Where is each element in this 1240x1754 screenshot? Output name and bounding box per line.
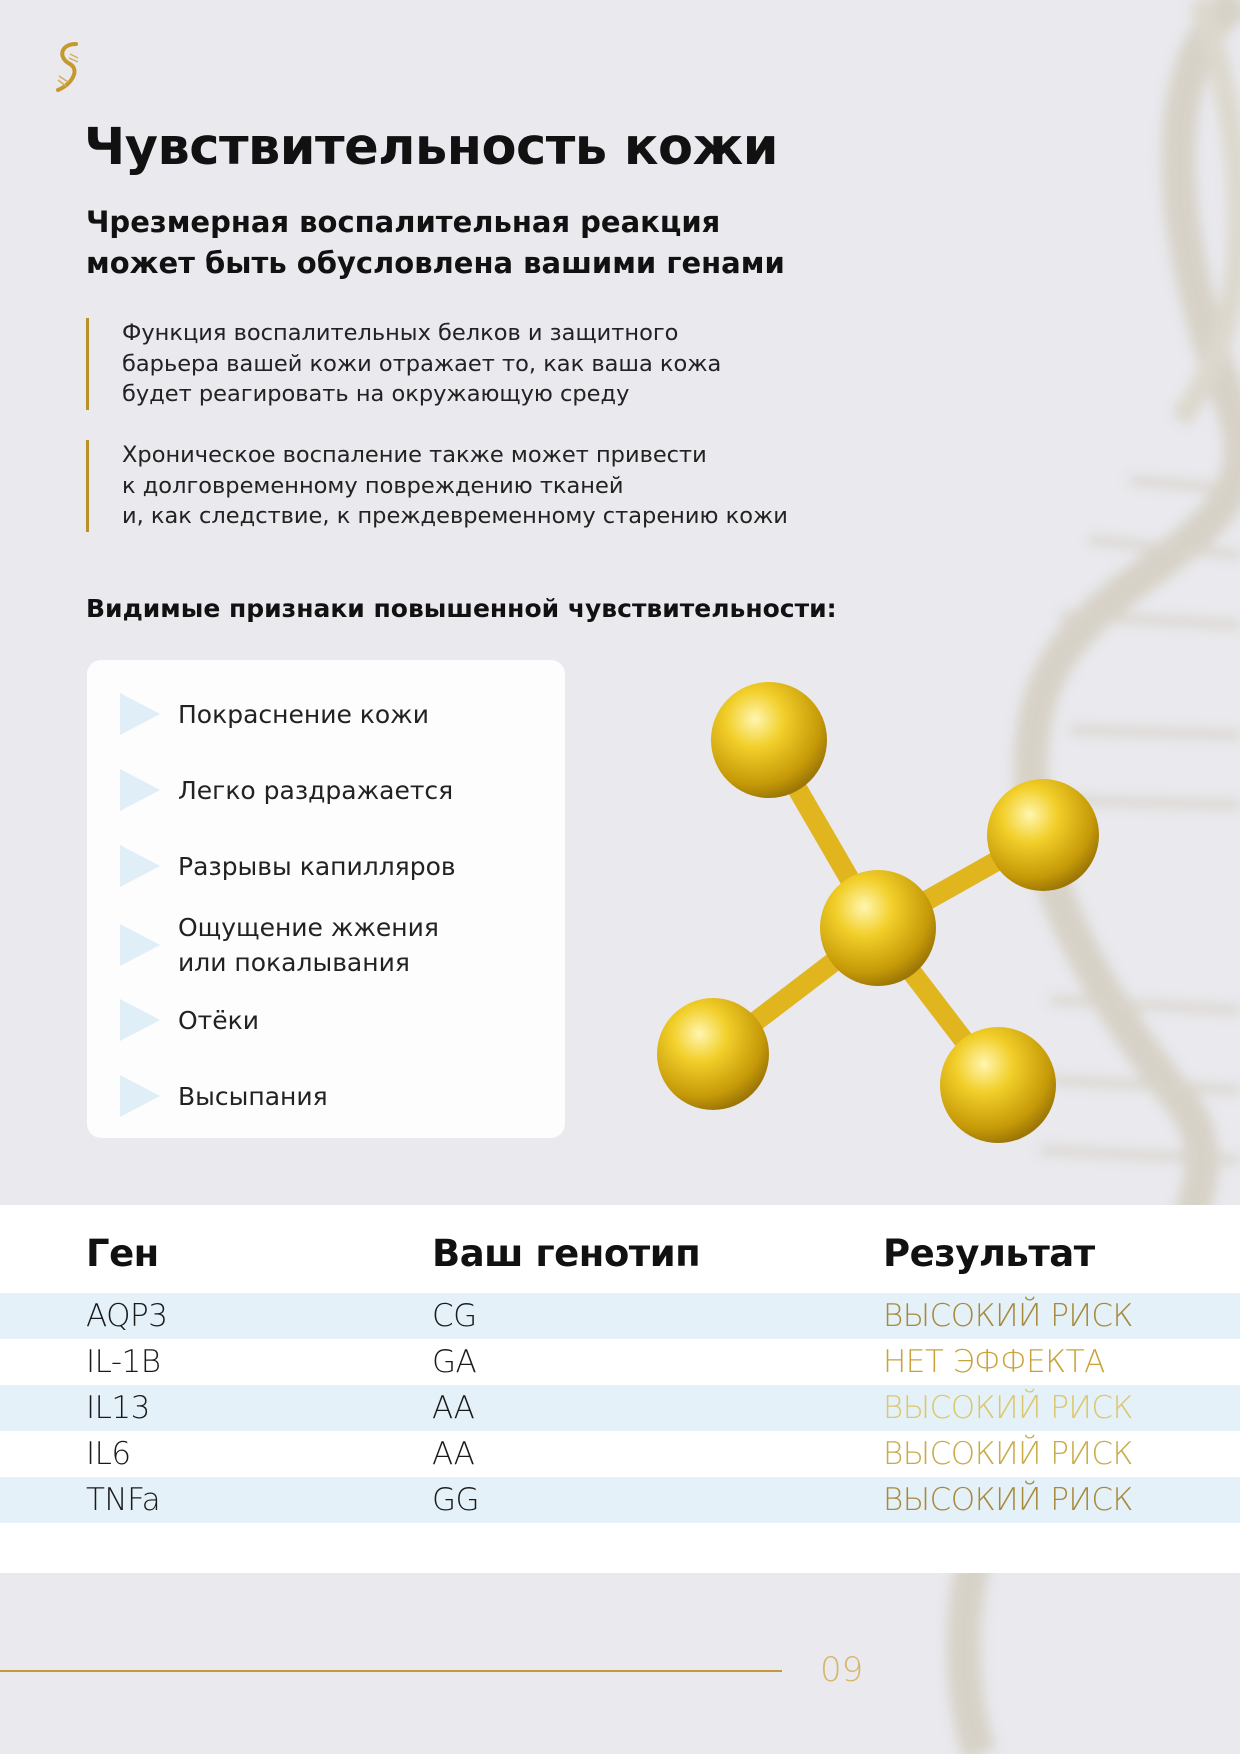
sign-label: Легко раздражается (178, 775, 454, 805)
result-cell: ВЫСОКИЙ РИСК (883, 1390, 1133, 1426)
gene-cell: AQP3 (86, 1298, 168, 1334)
page-title: Чувствительность кожи (84, 118, 778, 177)
molecule-illustration (640, 660, 1120, 1160)
sign-item (120, 845, 456, 887)
signs-heading: Видимые признаки повышенной чувствительности: (86, 594, 837, 623)
triangle-bullet-icon (120, 1075, 160, 1117)
page-number: 09 (820, 1650, 864, 1690)
gene-cell: IL13 (86, 1390, 150, 1426)
sign-label: Покраснение кожи (178, 699, 429, 729)
result-cell: ВЫСОКИЙ РИСК (883, 1436, 1133, 1472)
sign-label: Отёки (178, 1005, 259, 1035)
sign-label (178, 910, 439, 980)
table-row (0, 1477, 1240, 1523)
page-subtitle (86, 202, 785, 284)
paragraph-line: Хроническое воспаление также может привести (122, 442, 707, 468)
paragraph-line: к долговременному повреждению тканей (122, 472, 624, 499)
genotype-table (0, 1205, 1240, 1573)
subtitle-line: Чрезмерная воспалительная реакция (86, 205, 721, 239)
paragraph-line: будет реагировать на окружающую среду (122, 381, 630, 407)
footer-divider (0, 1670, 782, 1672)
table-row (0, 1385, 1240, 1431)
paragraph-line: Функция воспалительных белков и защитного (122, 320, 679, 346)
table-row (0, 1431, 1240, 1477)
column-header-result: Результат (883, 1232, 1095, 1275)
gene-cell: IL6 (86, 1436, 131, 1472)
result-cell: ВЫСОКИЙ РИСК (883, 1298, 1133, 1334)
column-header-gene: Ген (86, 1232, 159, 1275)
triangle-bullet-icon (120, 845, 160, 887)
triangle-bullet-icon (120, 693, 160, 735)
gene-cell: TNFa (86, 1482, 161, 1518)
sign-item (120, 693, 429, 735)
gene-cell: IL-1B (86, 1344, 161, 1380)
intro-paragraph-2 (86, 440, 788, 532)
paragraph-line: и, как следствие, к преждевременному старению кожи (122, 503, 788, 529)
genotype-cell: AA (432, 1390, 475, 1426)
subtitle-line: может быть обусловлена вашими генами (86, 246, 785, 280)
atom-sphere (987, 779, 1099, 891)
signs-card (87, 660, 565, 1138)
atom-sphere (940, 1027, 1056, 1143)
sign-item (120, 1075, 328, 1117)
sign-label: Разрывы капилляров (178, 851, 456, 881)
paragraph-line: барьера вашей кожи отражает то, как ваша кожа (122, 350, 722, 377)
sign-label: Высыпания (178, 1081, 328, 1111)
triangle-bullet-icon (120, 999, 160, 1041)
atom-sphere (711, 682, 827, 798)
table-row (0, 1293, 1240, 1339)
intro-paragraph-1 (86, 318, 721, 410)
atom-sphere (657, 998, 769, 1110)
table-row (0, 1339, 1240, 1385)
genotype-cell: GG (432, 1482, 480, 1518)
triangle-bullet-icon (120, 769, 160, 811)
sign-label-line: Ощущение жжения (178, 913, 439, 942)
sign-item (120, 769, 453, 811)
sign-item (120, 910, 439, 980)
result-cell: НЕТ ЭФФЕКТА (883, 1344, 1105, 1380)
genotype-cell: CG (432, 1298, 477, 1334)
genotype-cell: GA (432, 1344, 477, 1380)
genotype-cell: AA (432, 1436, 475, 1472)
atom-sphere (820, 870, 936, 986)
dna-logo-icon (50, 40, 84, 96)
result-cell: ВЫСОКИЙ РИСК (883, 1482, 1133, 1518)
sign-label-line: или покалывания (178, 948, 410, 977)
sign-item (120, 999, 259, 1041)
triangle-bullet-icon (120, 924, 160, 966)
column-header-genotype: Ваш генотип (432, 1232, 701, 1275)
